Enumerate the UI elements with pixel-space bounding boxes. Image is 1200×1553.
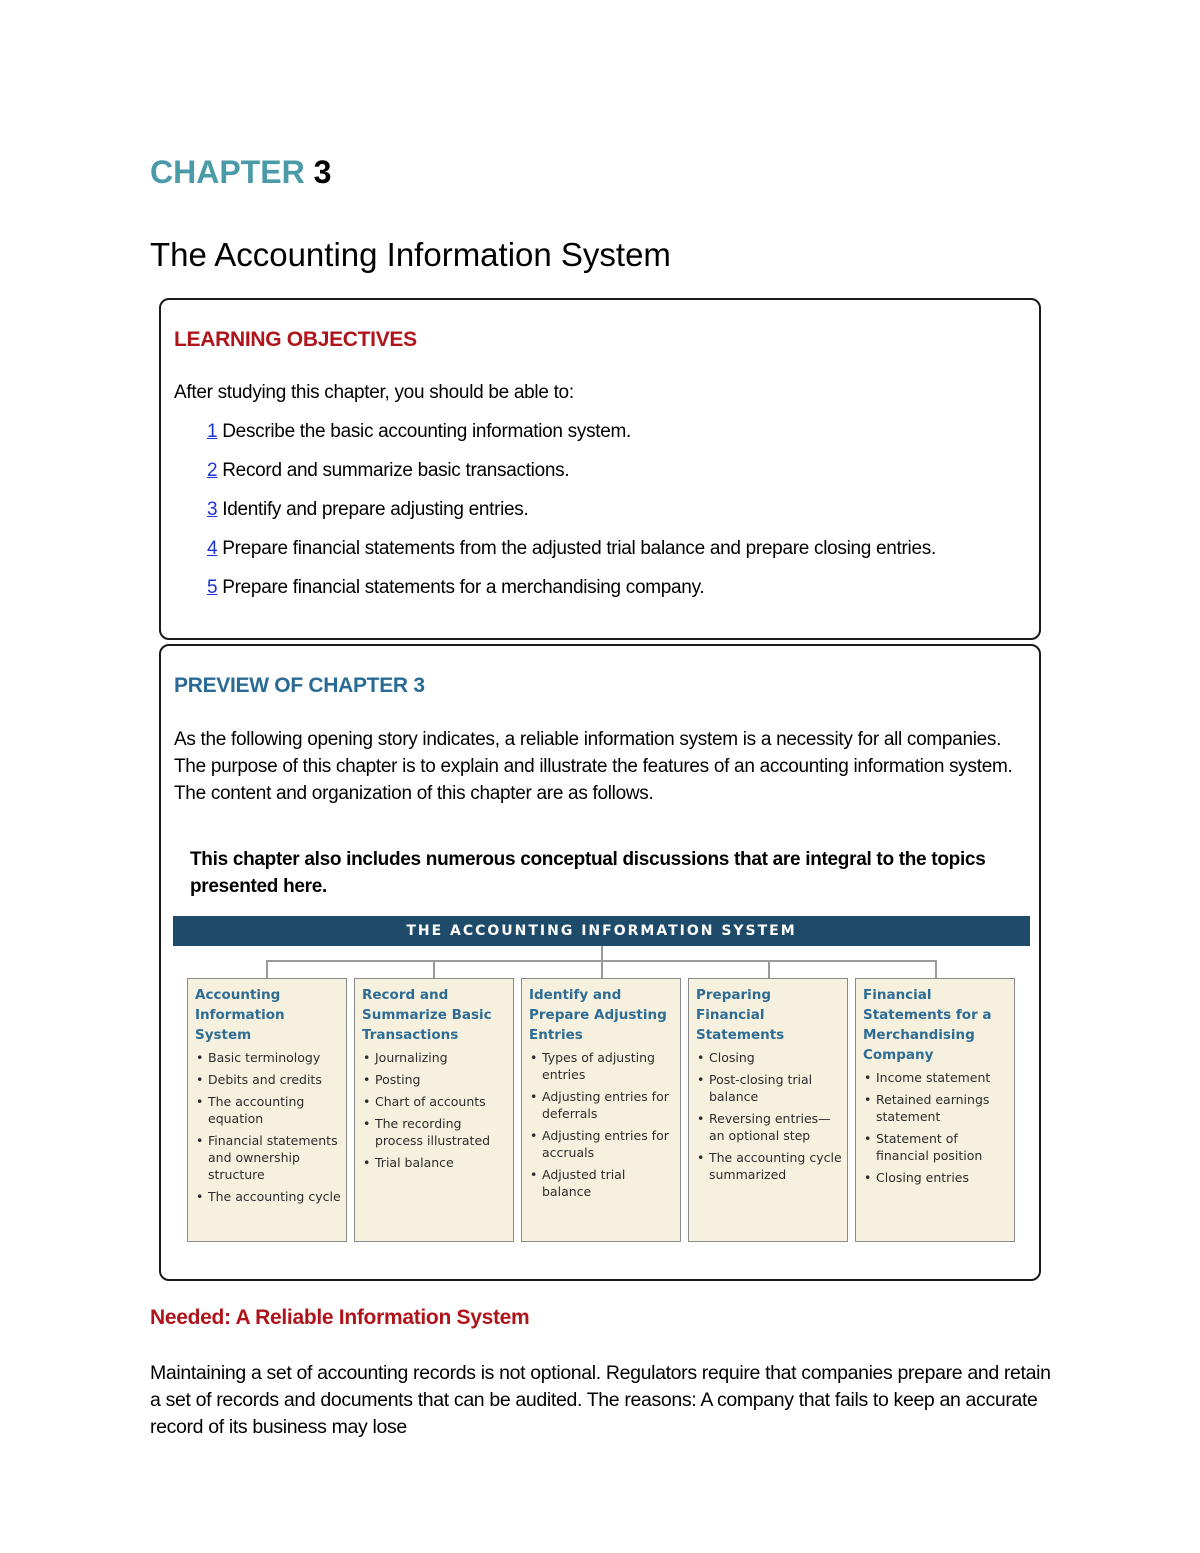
connector-drop (768, 960, 770, 978)
section-heading: Needed: A Reliable Information System (150, 1306, 530, 1329)
column-item: • Retained earnings statement (863, 1091, 1010, 1125)
preview-heading: PREVIEW OF CHAPTER 3 (174, 674, 425, 697)
chapter-organization-diagram (173, 916, 1030, 1256)
connector-drop (601, 960, 603, 978)
objective-item (207, 574, 1007, 601)
column-item: • Adjusting entries for accruals (529, 1127, 676, 1161)
chapter-label (150, 150, 331, 194)
preview-note: This chapter also includes numerous conceptual discussions that are integral to the topics presented here. (190, 849, 986, 897)
column-item: • Chart of accounts (362, 1093, 509, 1110)
column-item: • Closing (696, 1049, 843, 1066)
connector-trunk (601, 946, 603, 960)
chapter-word: CHAPTER (150, 154, 305, 190)
objective-text: Prepare financial statements for a merchandising company. (217, 577, 705, 598)
objective-link-1[interactable]: 1 (207, 421, 218, 442)
column-item: • Trial balance (362, 1154, 509, 1171)
objective-text: Prepare financial statements from the adjusted trial balance and prepare closing entries. (217, 538, 936, 559)
column-item: • The accounting equation (195, 1093, 342, 1127)
diagram-column-adjusting-entries (521, 978, 681, 1242)
column-items (696, 1049, 843, 1183)
column-title: Financial Statements for a Merchandising Company (863, 987, 992, 1063)
column-item: • Adjusted trial balance (529, 1166, 676, 1200)
column-item: • The accounting cycle (195, 1188, 342, 1205)
column-items (362, 1049, 509, 1171)
section-paragraph: Maintaining a set of accounting records is not optional. Regulators require that companies prepare and retain a set of records and documents that can be audited. The reasons: A company that fails to keep an accurate record of its business may lose (150, 1362, 1051, 1438)
objective-link-2[interactable]: 2 (207, 460, 218, 481)
learning-objectives-box (159, 298, 1041, 640)
column-item: • Debits and credits (195, 1071, 342, 1088)
preview-box (159, 644, 1041, 1281)
column-item: • Types of adjusting entries (529, 1049, 676, 1083)
objective-text: Identify and prepare adjusting entries. (217, 499, 529, 520)
column-items (195, 1049, 342, 1205)
column-item: • Post-closing trial balance (696, 1071, 843, 1105)
objective-link-5[interactable]: 5 (207, 577, 218, 598)
diagram-column-accounting-information-system (187, 978, 347, 1242)
column-items (529, 1049, 676, 1200)
column-title: Record and Summarize Basic Transactions (362, 987, 492, 1043)
diagram-banner: THE ACCOUNTING INFORMATION SYSTEM (173, 916, 1030, 946)
chapter-number: 3 (313, 154, 332, 190)
column-item: • Reversing entries—an optional step (696, 1110, 843, 1144)
objective-item (207, 535, 1007, 562)
column-item: • Adjusting entries for deferrals (529, 1088, 676, 1122)
connector-drop (935, 960, 937, 978)
column-item: • Statement of financial position (863, 1130, 1010, 1164)
diagram-column-record-and-summarize (354, 978, 514, 1242)
diagram-column-preparing-financial-statements (688, 978, 848, 1242)
connector-drop (433, 960, 435, 978)
learning-objectives-heading: LEARNING OBJECTIVES (174, 328, 417, 351)
objective-item (207, 418, 1007, 445)
column-items (863, 1069, 1010, 1186)
column-item: • Journalizing (362, 1049, 509, 1066)
column-item: • Financial statements and ownership structure (195, 1132, 342, 1183)
objectives-list (207, 418, 1007, 613)
diagram-column-merchandising-company (855, 978, 1015, 1242)
objective-link-4[interactable]: 4 (207, 538, 218, 559)
column-item: • Income statement (863, 1069, 1010, 1086)
column-title: Preparing Financial Statements (696, 987, 785, 1043)
column-item: • Closing entries (863, 1169, 1010, 1186)
objective-text: Describe the basic accounting information system. (217, 421, 632, 442)
column-item: • Basic terminology (195, 1049, 342, 1066)
column-title: Identify and Prepare Adjusting Entries (529, 987, 667, 1043)
column-item: • Posting (362, 1071, 509, 1088)
objective-text: Record and summarize basic transactions. (217, 460, 570, 481)
connector-drop (266, 960, 268, 978)
chapter-title: The Accounting Information System (150, 236, 671, 273)
column-title: Accounting Information System (195, 987, 285, 1043)
preview-paragraph: As the following opening story indicates, a reliable information system is a necessity for all companies. The purpose of this chapter is to explain and illustrate the features of an accounting information system. The content and organization of this chapter are as follows. (174, 729, 1013, 804)
column-item: • The accounting cycle summarized (696, 1149, 843, 1183)
learning-objectives-intro: After studying this chapter, you should be able to: (174, 382, 574, 403)
objective-item (207, 457, 1007, 484)
objective-item (207, 496, 1007, 523)
objective-link-3[interactable]: 3 (207, 499, 218, 520)
column-item: • The recording process illustrated (362, 1115, 509, 1149)
